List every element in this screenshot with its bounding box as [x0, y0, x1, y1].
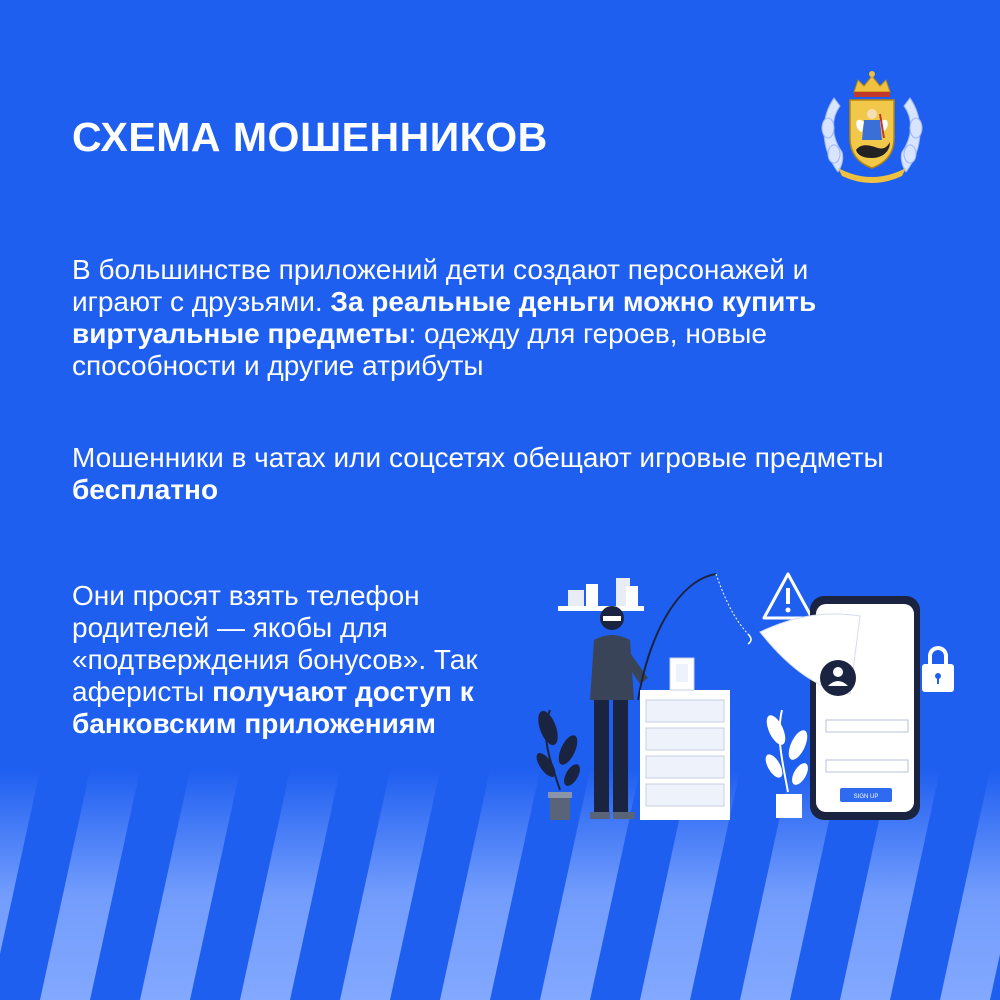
- hacker-icon: [590, 606, 648, 819]
- intro-text-start: В большинстве приложений дети создают персонажей и играют с друзьями.: [72, 254, 809, 317]
- promise-text: Мошенники в чатах или соцсетях обещают игровые предметы: [72, 442, 884, 473]
- phone-icon: [760, 596, 920, 820]
- intro-highlight: За реальные деньги можно купить виртуальные предметы: [72, 286, 817, 349]
- lock-icon: [922, 646, 954, 692]
- warning-icon: [764, 574, 812, 618]
- access-paragraph: [72, 580, 542, 740]
- promise-paragraph: [72, 442, 902, 506]
- shelf-icon: [558, 578, 644, 611]
- promise-highlight: бесплатно: [72, 474, 219, 505]
- white-plant-icon: [762, 710, 811, 818]
- sign-up-label: SIGN UP: [853, 794, 879, 800]
- phishing-illustration: [520, 560, 960, 835]
- coat-of-arms-icon: [814, 68, 930, 188]
- access-text: Они просят взять телефон родителей — якобы для «подтверждения бонусов». Так аферисты: [72, 580, 478, 707]
- plant-icon: [533, 708, 583, 820]
- intro-paragraph: [72, 254, 872, 382]
- intro-text-end: : одежду для героев, новые способности и другие атрибуты: [72, 318, 767, 381]
- access-highlight: получают доступ к банковским приложениям: [72, 676, 474, 739]
- drawer-cabinet-icon: [640, 658, 730, 820]
- page-title: СХЕМА МОШЕННИКОВ: [72, 114, 548, 160]
- user-avatar-icon: [820, 660, 856, 696]
